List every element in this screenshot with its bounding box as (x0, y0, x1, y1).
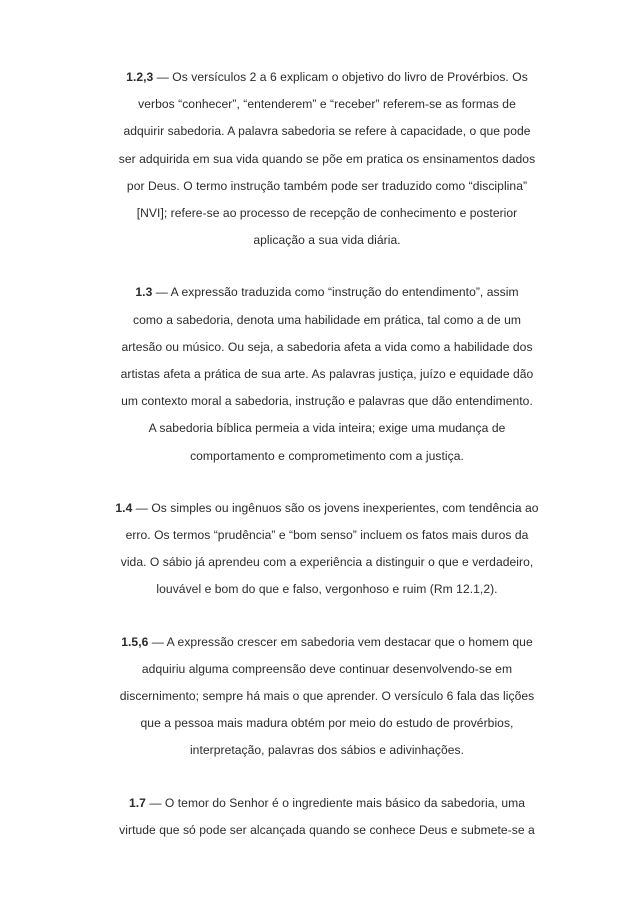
paragraph-line: vida. O sábio já aprendeu com a experiência a distinguir o que e verdadeiro, (120, 555, 534, 570)
paragraph-line: virtude que só pode ser alcançada quando se conhece Deus e submete-se a (119, 822, 535, 837)
paragraph-line: adquirir sabedoria. A palavra sabedoria se refere à capacidade, o que pode (123, 124, 531, 139)
line-text: — A expressão traduzida como “instrução do entendimento”, assim (152, 285, 519, 300)
paragraph-line: A sabedoria bíblica permeia a vida inteira; exige uma mudança de (148, 421, 506, 436)
paragraph-1-7 (104, 790, 550, 844)
paragraph-line (104, 64, 550, 91)
paragraph-line: verbos “conhecer”, “entenderem” e “receber” referem-se as formas de (138, 97, 516, 112)
paragraph-line: comportamento e comprometimento com a justiça. (190, 448, 464, 463)
paragraph-line: ser adquirida em sua vida quando se põe em pratica os ensinamentos dados (118, 151, 536, 166)
paragraph-line: erro. Os termos “prudência” e “bom senso” incluem os fatos mais duros da (125, 528, 529, 543)
paragraph-line: que a pessoa mais madura obtém por meio do estudo de provérbios, (140, 716, 514, 731)
paragraph-line: por Deus. O termo instrução também pode ser traduzido como “disciplina” (126, 178, 528, 193)
paragraph-line: aplicação a sua vida diária. (253, 233, 401, 248)
verse-reference: 1.4 (115, 500, 133, 515)
paragraph-line: artistas afeta a prática de sua arte. As palavras justiça, juízo e equidade dão (120, 367, 534, 382)
paragraph-line (104, 629, 550, 656)
paragraph-line: artesão ou músico. Ou seja, a sabedoria afeta a vida como a habilidade dos (121, 339, 533, 354)
paragraph-1-4 (104, 495, 550, 604)
paragraph-line: adquiriu alguma compreensão deve continuar desenvolvendo-se em (141, 661, 513, 676)
paragraph-1-3 (104, 279, 550, 469)
verse-reference: 1.7 (128, 795, 146, 810)
paragraph-line: louvável e bom do que e falso, vergonhoso e ruim (Rm 12.1,2). (156, 582, 498, 597)
paragraph-line (104, 495, 550, 522)
verse-reference: 1.2,3 (126, 70, 154, 84)
paragraph-1-5-6 (104, 629, 550, 765)
paragraph-line (104, 279, 550, 306)
line-text: — A expressão crescer em sabedoria vem destacar que o homem que (148, 634, 533, 649)
paragraph-line (104, 790, 550, 817)
verse-reference: 1.3 (135, 285, 153, 300)
paragraph-line: interpretação, palavras dos sábios e adivinhações. (189, 743, 465, 758)
paragraph-line: discernimento; sempre há mais o que aprender. O versículo 6 fala das lições (119, 689, 535, 704)
line-text: — Os simples ou ingênuos são os jovens inexperientes, com tendência ao (132, 500, 539, 515)
paragraph-line: [NVI]; refere-se ao processo de recepção de conhecimento e posterior (136, 206, 518, 221)
paragraph-line: um contexto moral a sabedoria, instrução e palavras que dão entendimento. (121, 394, 533, 409)
verse-reference: 1.5,6 (121, 634, 149, 649)
line-text: — O temor do Senhor é o ingrediente mais básico da sabedoria, uma (145, 795, 526, 810)
line-text: — Os versículos 2 a 6 explicam o objetivo do livro de Provérbios. Os (153, 70, 528, 84)
page-body (104, 64, 550, 869)
paragraph-line: como a sabedoria, denota uma habilidade em prática, tal como a de um (133, 312, 521, 327)
paragraph-1-2-3 (104, 64, 550, 254)
